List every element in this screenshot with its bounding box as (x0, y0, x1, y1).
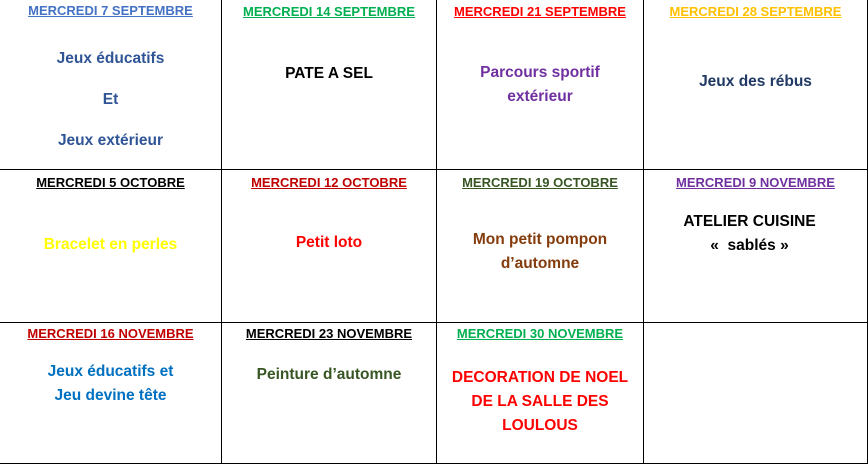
activity-line: Petit loto (295, 234, 363, 251)
activity-line: d’automne (500, 255, 580, 272)
activity-cell (644, 170, 868, 323)
activity-line: Jeux éducatifs (56, 50, 165, 67)
activity-date: MERCREDI 16 NOVEMBRE (27, 326, 194, 341)
activity-line: Bracelet en perles (43, 236, 178, 253)
activity-date: MERCREDI 9 NOVEMBRE (676, 175, 835, 190)
activity-date: MERCREDI 12 OCTOBRE (251, 175, 407, 190)
activity-description (644, 70, 867, 94)
activity-line: LOULOUS (502, 417, 578, 434)
activity-description (0, 38, 221, 161)
activity-description (632, 210, 867, 258)
activity-description (437, 228, 643, 276)
activity-description (222, 62, 436, 86)
activity-line: extérieur (507, 88, 573, 105)
activity-line: Jeux extérieur (57, 132, 164, 149)
activity-line: ATELIER CUISINE (683, 213, 816, 230)
activity-cell (222, 0, 437, 170)
activity-line: Peinture d’automne (256, 366, 402, 383)
activity-line: « sablés » (710, 237, 789, 254)
activity-cell (222, 323, 437, 464)
activity-cell (0, 0, 222, 170)
activity-description (437, 366, 643, 438)
activity-description (222, 231, 436, 255)
activity-date: MERCREDI 19 OCTOBRE (462, 175, 618, 190)
activity-date: MERCREDI 28 SEPTEMBRE (669, 4, 842, 19)
activity-cell (437, 170, 644, 323)
activity-cell (0, 170, 222, 323)
activity-line: DE LA SALLE DES (471, 393, 609, 410)
activity-line: PATE A SEL (285, 65, 373, 82)
activity-date: MERCREDI 23 NOVEMBRE (245, 326, 413, 341)
activity-description (0, 233, 221, 257)
activity-line: Parcours sportif (480, 64, 600, 81)
activity-cell (437, 0, 644, 170)
activity-date: MERCREDI 14 SEPTEMBRE (243, 4, 415, 19)
activity-cell (0, 323, 222, 464)
activity-line: Jeux éducatifs et (47, 363, 174, 380)
activity-date: MERCREDI 7 SEPTEMBRE (28, 3, 193, 18)
activity-cell (222, 170, 437, 323)
activity-description (222, 363, 436, 387)
activity-line: Jeux des rébus (699, 73, 812, 90)
activity-line: Jeu devine tête (54, 387, 167, 404)
activity-cell (437, 323, 644, 464)
activity-line: Mon petit pompon (472, 231, 608, 248)
activity-description (0, 360, 221, 408)
activity-line: DECORATION DE NOEL (451, 369, 629, 386)
activity-description (437, 61, 643, 109)
activity-line: Et (102, 91, 119, 108)
activity-cell (644, 0, 868, 170)
activity-date: MERCREDI 21 SEPTEMBRE (454, 4, 626, 19)
activity-date: MERCREDI 30 NOVEMBRE (456, 326, 624, 341)
activity-date: MERCREDI 5 OCTOBRE (36, 175, 185, 190)
empty-cell (644, 323, 868, 464)
